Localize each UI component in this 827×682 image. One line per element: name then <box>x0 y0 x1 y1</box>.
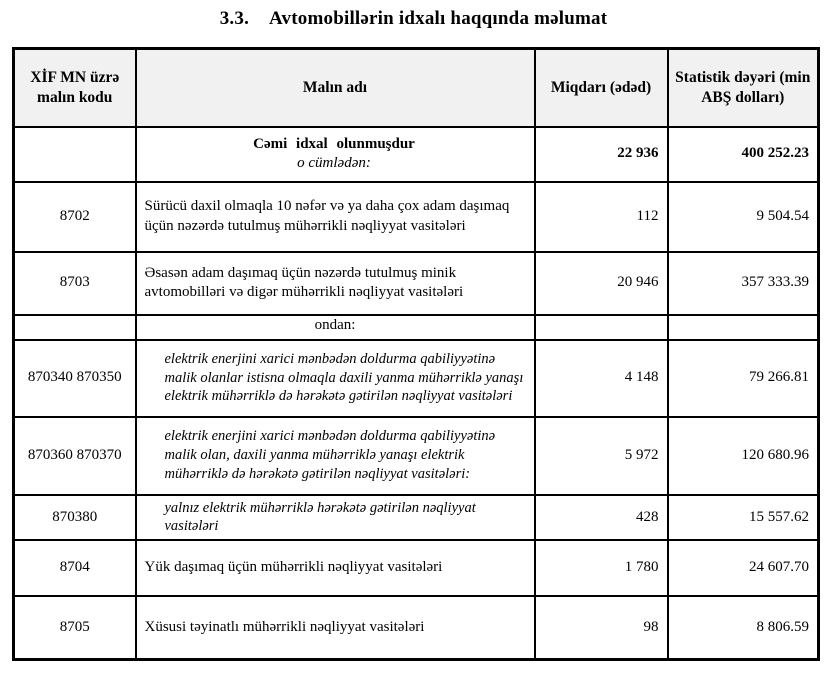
cell-qty: 112 <box>535 182 668 252</box>
header-name: Malın adı <box>136 49 535 127</box>
section-number: 3.3. <box>219 8 250 29</box>
cell-value: 8 806.59 <box>668 596 819 659</box>
total-sublabel: o cümlədən: <box>297 155 371 171</box>
header-qty: Miqdarı (ədəd) <box>535 49 668 127</box>
cell-code <box>14 127 136 182</box>
cell-name: Əsasən adam daşımaq üçün nəzərdə tutulmuş minik avtomobilləri və digər mühərrikli nəqliyyat vasitələri <box>136 252 535 315</box>
total-label: Cəmi idxal olunmuşdur <box>253 135 415 152</box>
cell-value: 357 333.39 <box>668 252 819 315</box>
cell-name: Xüsusi təyinatlı mühərrikli nəqliyyat vasitələri <box>136 596 535 659</box>
cell-value <box>668 315 819 340</box>
table-row <box>14 596 819 659</box>
table-row <box>14 495 819 541</box>
cell-value: 24 607.70 <box>668 540 819 596</box>
cell-code <box>14 315 136 340</box>
cell-value: 9 504.54 <box>668 182 819 252</box>
cell-value: 120 680.96 <box>668 417 819 495</box>
cell-qty: 98 <box>535 596 668 659</box>
page-title <box>0 8 827 30</box>
table-row <box>14 182 819 252</box>
cell-qty: 22 936 <box>535 127 668 182</box>
cell-code: 870360 870370 <box>14 417 136 495</box>
cell-code: 870340 870350 <box>14 340 136 417</box>
table-row <box>14 417 819 495</box>
cell-qty: 428 <box>535 495 668 541</box>
cell-qty <box>535 315 668 340</box>
cell-qty: 1 780 <box>535 540 668 596</box>
table-row-subheader <box>14 315 819 340</box>
cell-code: 8705 <box>14 596 136 659</box>
cell-code: 870380 <box>14 495 136 541</box>
section-title-text: Avtomobillərin idxalı haqqında məlumat <box>269 8 608 29</box>
table-row <box>14 252 819 315</box>
subheader-label: ondan: <box>136 315 535 340</box>
table-row <box>14 340 819 417</box>
cell-value: 79 266.81 <box>668 340 819 417</box>
header-value: Statistik dəyəri (min ABŞ dolları) <box>668 49 819 127</box>
header-code: XİF MN üzrə malın kodu <box>14 49 136 127</box>
cell-code: 8704 <box>14 540 136 596</box>
cell-name: elektrik enerjini xarici mənbədən doldurma qabiliyyətinə malik olanlar istisna olmaqla daxili yanma mühərriklə yanaşı elektrik mühərriklə də hərəkətə gətirilən nəqliyyat vasitələri <box>136 340 535 417</box>
table-header-row <box>14 49 819 127</box>
cell-code: 8703 <box>14 252 136 315</box>
cell-name <box>136 127 535 182</box>
cell-value: 400 252.23 <box>668 127 819 182</box>
cell-name: elektrik enerjini xarici mənbədən doldurma qabiliyyətinə malik olan, daxili yanma mühərriklə yanaşı elektrik mühərriklə də hərəkətə gətirilən nəqliyyat vasitələri: <box>136 417 535 495</box>
cell-name: yalnız elektrik mühərriklə hərəkətə gətirilən nəqliyyat vasitələri <box>136 495 535 541</box>
cell-qty: 20 946 <box>535 252 668 315</box>
cell-qty: 4 148 <box>535 340 668 417</box>
cell-qty: 5 972 <box>535 417 668 495</box>
table-row-total <box>14 127 819 182</box>
table-row <box>14 540 819 596</box>
cell-name: Sürücü daxil olmaqla 10 nəfər və ya daha çox adam daşımaq üçün nəzərdə tutulmuş mühərrikli nəqliyyat vasitələri <box>136 182 535 252</box>
cell-code: 8702 <box>14 182 136 252</box>
cell-value: 15 557.62 <box>668 495 819 541</box>
cell-name: Yük daşımaq üçün mühərrikli nəqliyyat vasitələri <box>136 540 535 596</box>
import-statistics-table <box>12 47 820 661</box>
